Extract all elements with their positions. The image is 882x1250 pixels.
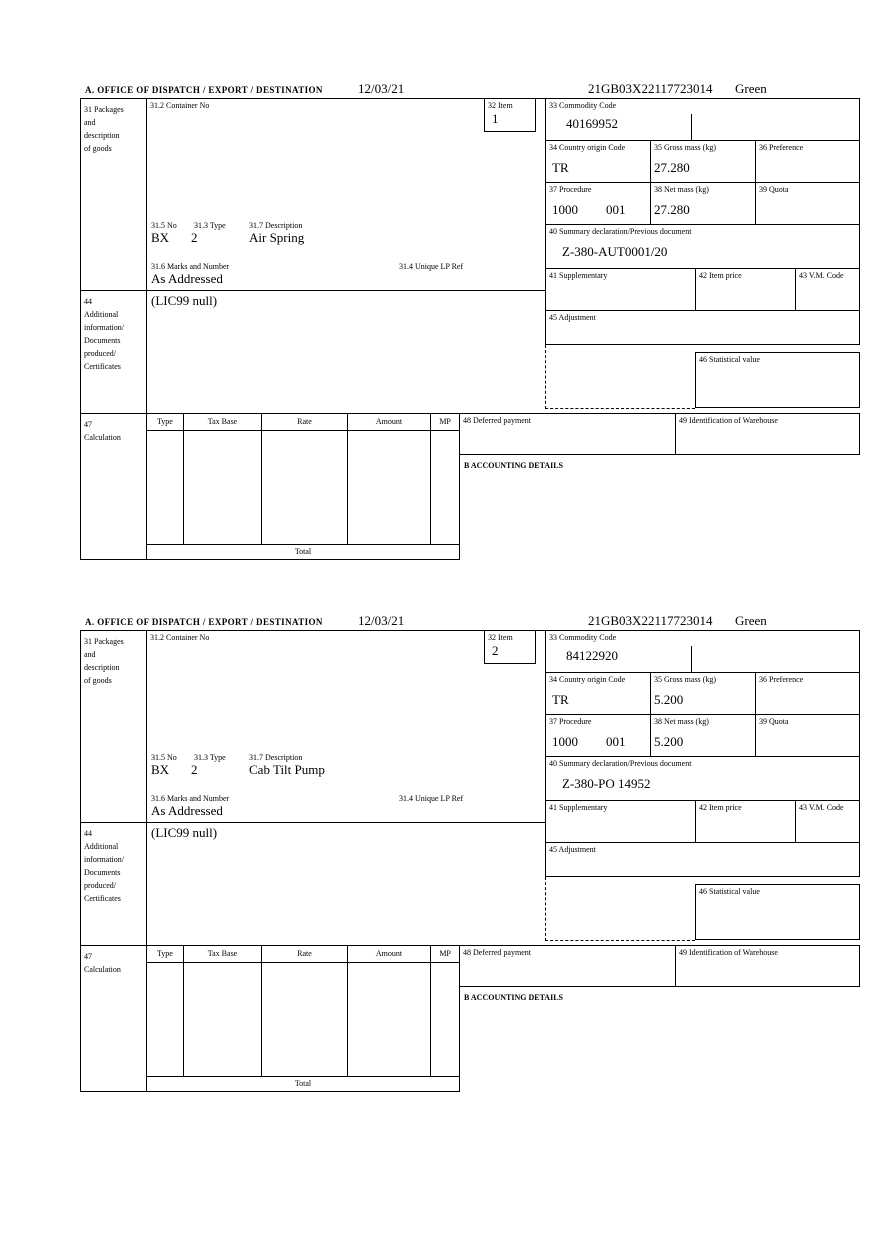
sad-form-grid	[80, 630, 861, 1093]
box44-label-line: Documents	[84, 336, 121, 345]
col-header-mp: MP	[439, 417, 451, 426]
description-label: 31.7 Description	[249, 753, 303, 762]
box44-additional-info-area	[146, 822, 545, 945]
box36-preference	[755, 672, 860, 714]
procedure-second-value: 001	[606, 734, 626, 749]
deferred-payment-label: 48 Deferred payment	[463, 416, 531, 425]
package-type-value: 2	[191, 230, 198, 245]
box33-commodity-code	[545, 630, 860, 672]
box39-quota	[755, 182, 860, 224]
box45-adjustment	[545, 310, 860, 345]
commodity-code-value: 84122920	[566, 648, 618, 663]
supplementary-label: 41 Supplementary	[549, 271, 608, 280]
commodity-code-label: 33 Commodity Code	[549, 633, 617, 642]
box47-label-line: 47	[84, 420, 92, 429]
packages-type-label: 31.3 Type	[194, 753, 226, 762]
box44-label-line: produced/	[84, 881, 116, 890]
box43-vm-code	[795, 268, 860, 310]
unique-lp-ref-label: 31.4 Unique LP Ref	[399, 262, 464, 271]
box44-label-line: produced/	[84, 349, 116, 358]
table-cell-empty	[262, 963, 347, 1076]
dashed-spacer-zone	[545, 877, 695, 941]
gross-mass-label: 35 Gross mass (kg)	[654, 675, 716, 684]
col-header-tax-base: Tax Base	[184, 946, 263, 962]
summary-declaration-value: Z-380-PO 14952	[562, 776, 651, 791]
col-header-amount: Amount	[348, 946, 431, 962]
box44-label-line: Certificates	[84, 894, 121, 903]
adjustment-label: 45 Adjustment	[549, 845, 596, 854]
box44-additional-info-label	[80, 290, 146, 413]
gross-mass-value: 27.280	[654, 160, 690, 175]
box35-gross-mass	[650, 672, 755, 714]
box34-country-origin	[545, 672, 650, 714]
box31-label-line: description	[84, 663, 120, 672]
calculation-table-header	[147, 414, 459, 431]
table-cell-empty	[431, 431, 459, 544]
declaration-reference: 21GB03X22117723014	[588, 81, 713, 96]
item-number-value: 1	[492, 111, 499, 126]
col-header-rate: Rate	[262, 946, 347, 962]
marks-number-value: As Addressed	[151, 271, 223, 286]
col-header-rate: Rate	[262, 414, 347, 430]
procedure-label: 37 Procedure	[549, 717, 592, 726]
package-no-value: BX	[151, 762, 170, 777]
box44-label-line: 44	[84, 829, 92, 838]
box44-additional-info-area	[146, 290, 545, 413]
calculation-table-body	[147, 431, 459, 544]
box40-summary-declaration	[545, 224, 860, 268]
procedure-second-value: 001	[606, 202, 626, 217]
accounting-details-label: B ACCOUNTING DETAILS	[464, 993, 563, 1002]
calculation-table-body	[147, 963, 459, 1076]
table-cell-empty	[348, 431, 431, 544]
box47-calculation-label	[80, 945, 146, 1092]
col-header-tax-base: Tax Base	[184, 414, 263, 430]
box40-summary-declaration	[545, 756, 860, 800]
goods-description-value: Air Spring	[249, 230, 305, 245]
declaration-reference: 21GB03X22117723014	[588, 613, 713, 628]
box31-packages-label	[80, 98, 146, 290]
commodity-code-label: 33 Commodity Code	[549, 101, 617, 110]
goods-description-value: Cab Tilt Pump	[249, 762, 325, 777]
calculation-table-header	[147, 946, 459, 963]
office-of-dispatch-label: A. OFFICE OF DISPATCH / EXPORT / DESTINATION	[85, 85, 323, 95]
country-origin-label: 34 Country origin Code	[549, 675, 626, 684]
box31-label-line: of goods	[84, 676, 112, 685]
calculation-table	[146, 413, 460, 560]
vm-code-label: 43 V.M. Code	[799, 803, 844, 812]
box47-label-line: Calculation	[84, 965, 121, 974]
adjustment-label: 45 Adjustment	[549, 313, 596, 322]
country-origin-label: 34 Country origin Code	[549, 143, 626, 152]
box31-label-line: and	[84, 650, 96, 659]
package-no-value: BX	[151, 230, 170, 245]
sad-form-grid	[80, 98, 861, 561]
box31-label-line: of goods	[84, 144, 112, 153]
table-cell-empty	[348, 963, 431, 1076]
dashed-spacer-zone	[545, 345, 695, 409]
box43-vm-code	[795, 800, 860, 842]
box31-goods-area	[146, 630, 545, 822]
box49-warehouse	[675, 413, 860, 455]
box44-label-line: information/	[84, 855, 124, 864]
col-header-mp: MP	[439, 949, 451, 958]
marks-number-label: 31.6 Marks and Number	[151, 794, 230, 803]
box48-deferred-payment	[460, 945, 675, 987]
box48-deferred-payment	[460, 413, 675, 455]
table-cell-empty	[147, 431, 184, 544]
packages-no-label: 31.5 No	[151, 753, 177, 762]
box31-label-line: 31 Packages	[84, 637, 124, 646]
marks-number-value: As Addressed	[151, 803, 223, 818]
box46-statistical-value	[695, 884, 860, 940]
commodity-code-divider	[691, 114, 692, 141]
box32-item	[484, 99, 536, 132]
declaration-item-block-1	[80, 80, 861, 562]
packages-type-label: 31.3 Type	[194, 221, 226, 230]
box31-packages-label	[80, 630, 146, 822]
preference-label: 36 Preference	[759, 675, 804, 684]
table-cell-empty	[431, 963, 459, 1076]
box44-label-line: Certificates	[84, 362, 121, 371]
declaration-item-block-2	[80, 612, 861, 1094]
procedure-value: 1000	[552, 734, 578, 749]
routing-channel: Green	[735, 81, 767, 96]
box38-net-mass	[650, 182, 755, 224]
table-total-row: Total	[147, 544, 459, 559]
box44-label-line: Documents	[84, 868, 121, 877]
box44-label-line: Additional	[84, 310, 119, 319]
net-mass-label: 38 Net mass (kg)	[654, 185, 709, 194]
box41-supplementary	[545, 268, 695, 310]
warehouse-label: 49 Identification of Warehouse	[679, 416, 778, 425]
box44-additional-info-label	[80, 822, 146, 945]
country-origin-value: TR	[552, 160, 569, 175]
procedure-label: 37 Procedure	[549, 185, 592, 194]
item-price-label: 42 Item price	[699, 271, 742, 280]
declaration-date: 12/03/21	[358, 81, 405, 96]
packages-no-label: 31.5 No	[151, 221, 177, 230]
box47-label-line: Calculation	[84, 433, 121, 442]
box41-supplementary	[545, 800, 695, 842]
container-no-label: 31.2 Container No	[150, 101, 210, 110]
box49-warehouse	[675, 945, 860, 987]
package-type-value: 2	[191, 762, 198, 777]
table-cell-empty	[184, 963, 263, 1076]
box47-calculation-label	[80, 413, 146, 560]
box34-country-origin	[545, 140, 650, 182]
item-label: 32 Item	[488, 101, 513, 110]
box31-goods-area	[146, 98, 545, 290]
table-cell-empty	[147, 963, 184, 1076]
calculation-table	[146, 945, 460, 1092]
box31-label-line: 31 Packages	[84, 105, 124, 114]
col-header-amount: Amount	[348, 414, 431, 430]
summary-declaration-label: 40 Summary declaration/Previous document	[549, 227, 692, 236]
commodity-code-divider	[691, 646, 692, 673]
box39-quota	[755, 714, 860, 756]
marks-number-label: 31.6 Marks and Number	[151, 262, 230, 271]
box42-item-price	[695, 268, 795, 310]
country-origin-value: TR	[552, 692, 569, 707]
box37-procedure	[545, 182, 650, 224]
summary-declaration-label: 40 Summary declaration/Previous document	[549, 759, 692, 768]
table-cell-empty	[262, 431, 347, 544]
col-header-type: Type	[147, 414, 184, 430]
container-no-label: 31.2 Container No	[150, 633, 210, 642]
box44-label-line: 44	[84, 297, 92, 306]
table-total-row: Total	[147, 1076, 459, 1091]
warehouse-label: 49 Identification of Warehouse	[679, 948, 778, 957]
statistical-value-label: 46 Statistical value	[699, 355, 760, 364]
box47-label-line: 47	[84, 952, 92, 961]
net-mass-value: 27.280	[654, 202, 690, 217]
description-label: 31.7 Description	[249, 221, 303, 230]
accounting-details-label: B ACCOUNTING DETAILS	[464, 461, 563, 470]
box42-item-price	[695, 800, 795, 842]
additional-info-value: (LIC99 null)	[151, 293, 218, 308]
additional-info-value: (LIC99 null)	[151, 825, 218, 840]
quota-label: 39 Quota	[759, 185, 789, 194]
box44-label-line: information/	[84, 323, 124, 332]
preference-label: 36 Preference	[759, 143, 804, 152]
statistical-value-label: 46 Statistical value	[699, 887, 760, 896]
box31-label-line: and	[84, 118, 96, 127]
gross-mass-label: 35 Gross mass (kg)	[654, 143, 716, 152]
net-mass-label: 38 Net mass (kg)	[654, 717, 709, 726]
box32-item	[484, 631, 536, 664]
box33-commodity-code	[545, 98, 860, 140]
supplementary-label: 41 Supplementary	[549, 803, 608, 812]
quota-label: 39 Quota	[759, 717, 789, 726]
col-header-type: Type	[147, 946, 184, 962]
item-number-value: 2	[492, 643, 499, 658]
gross-mass-value: 5.200	[654, 692, 684, 707]
summary-declaration-value: Z-380-AUT0001/20	[562, 244, 668, 259]
box37-procedure	[545, 714, 650, 756]
box38-net-mass	[650, 714, 755, 756]
deferred-payment-label: 48 Deferred payment	[463, 948, 531, 957]
unique-lp-ref-label: 31.4 Unique LP Ref	[399, 794, 464, 803]
commodity-code-value: 40169952	[566, 116, 618, 131]
office-of-dispatch-label: A. OFFICE OF DISPATCH / EXPORT / DESTINATION	[85, 617, 323, 627]
declaration-date: 12/03/21	[358, 613, 405, 628]
procedure-value: 1000	[552, 202, 578, 217]
net-mass-value: 5.200	[654, 734, 684, 749]
box31-label-line: description	[84, 131, 120, 140]
routing-channel: Green	[735, 613, 767, 628]
box46-statistical-value	[695, 352, 860, 408]
box44-label-line: Additional	[84, 842, 119, 851]
vm-code-label: 43 V.M. Code	[799, 271, 844, 280]
item-price-label: 42 Item price	[699, 803, 742, 812]
box45-adjustment	[545, 842, 860, 877]
table-cell-empty	[184, 431, 263, 544]
item-label: 32 Item	[488, 633, 513, 642]
box35-gross-mass	[650, 140, 755, 182]
box36-preference	[755, 140, 860, 182]
